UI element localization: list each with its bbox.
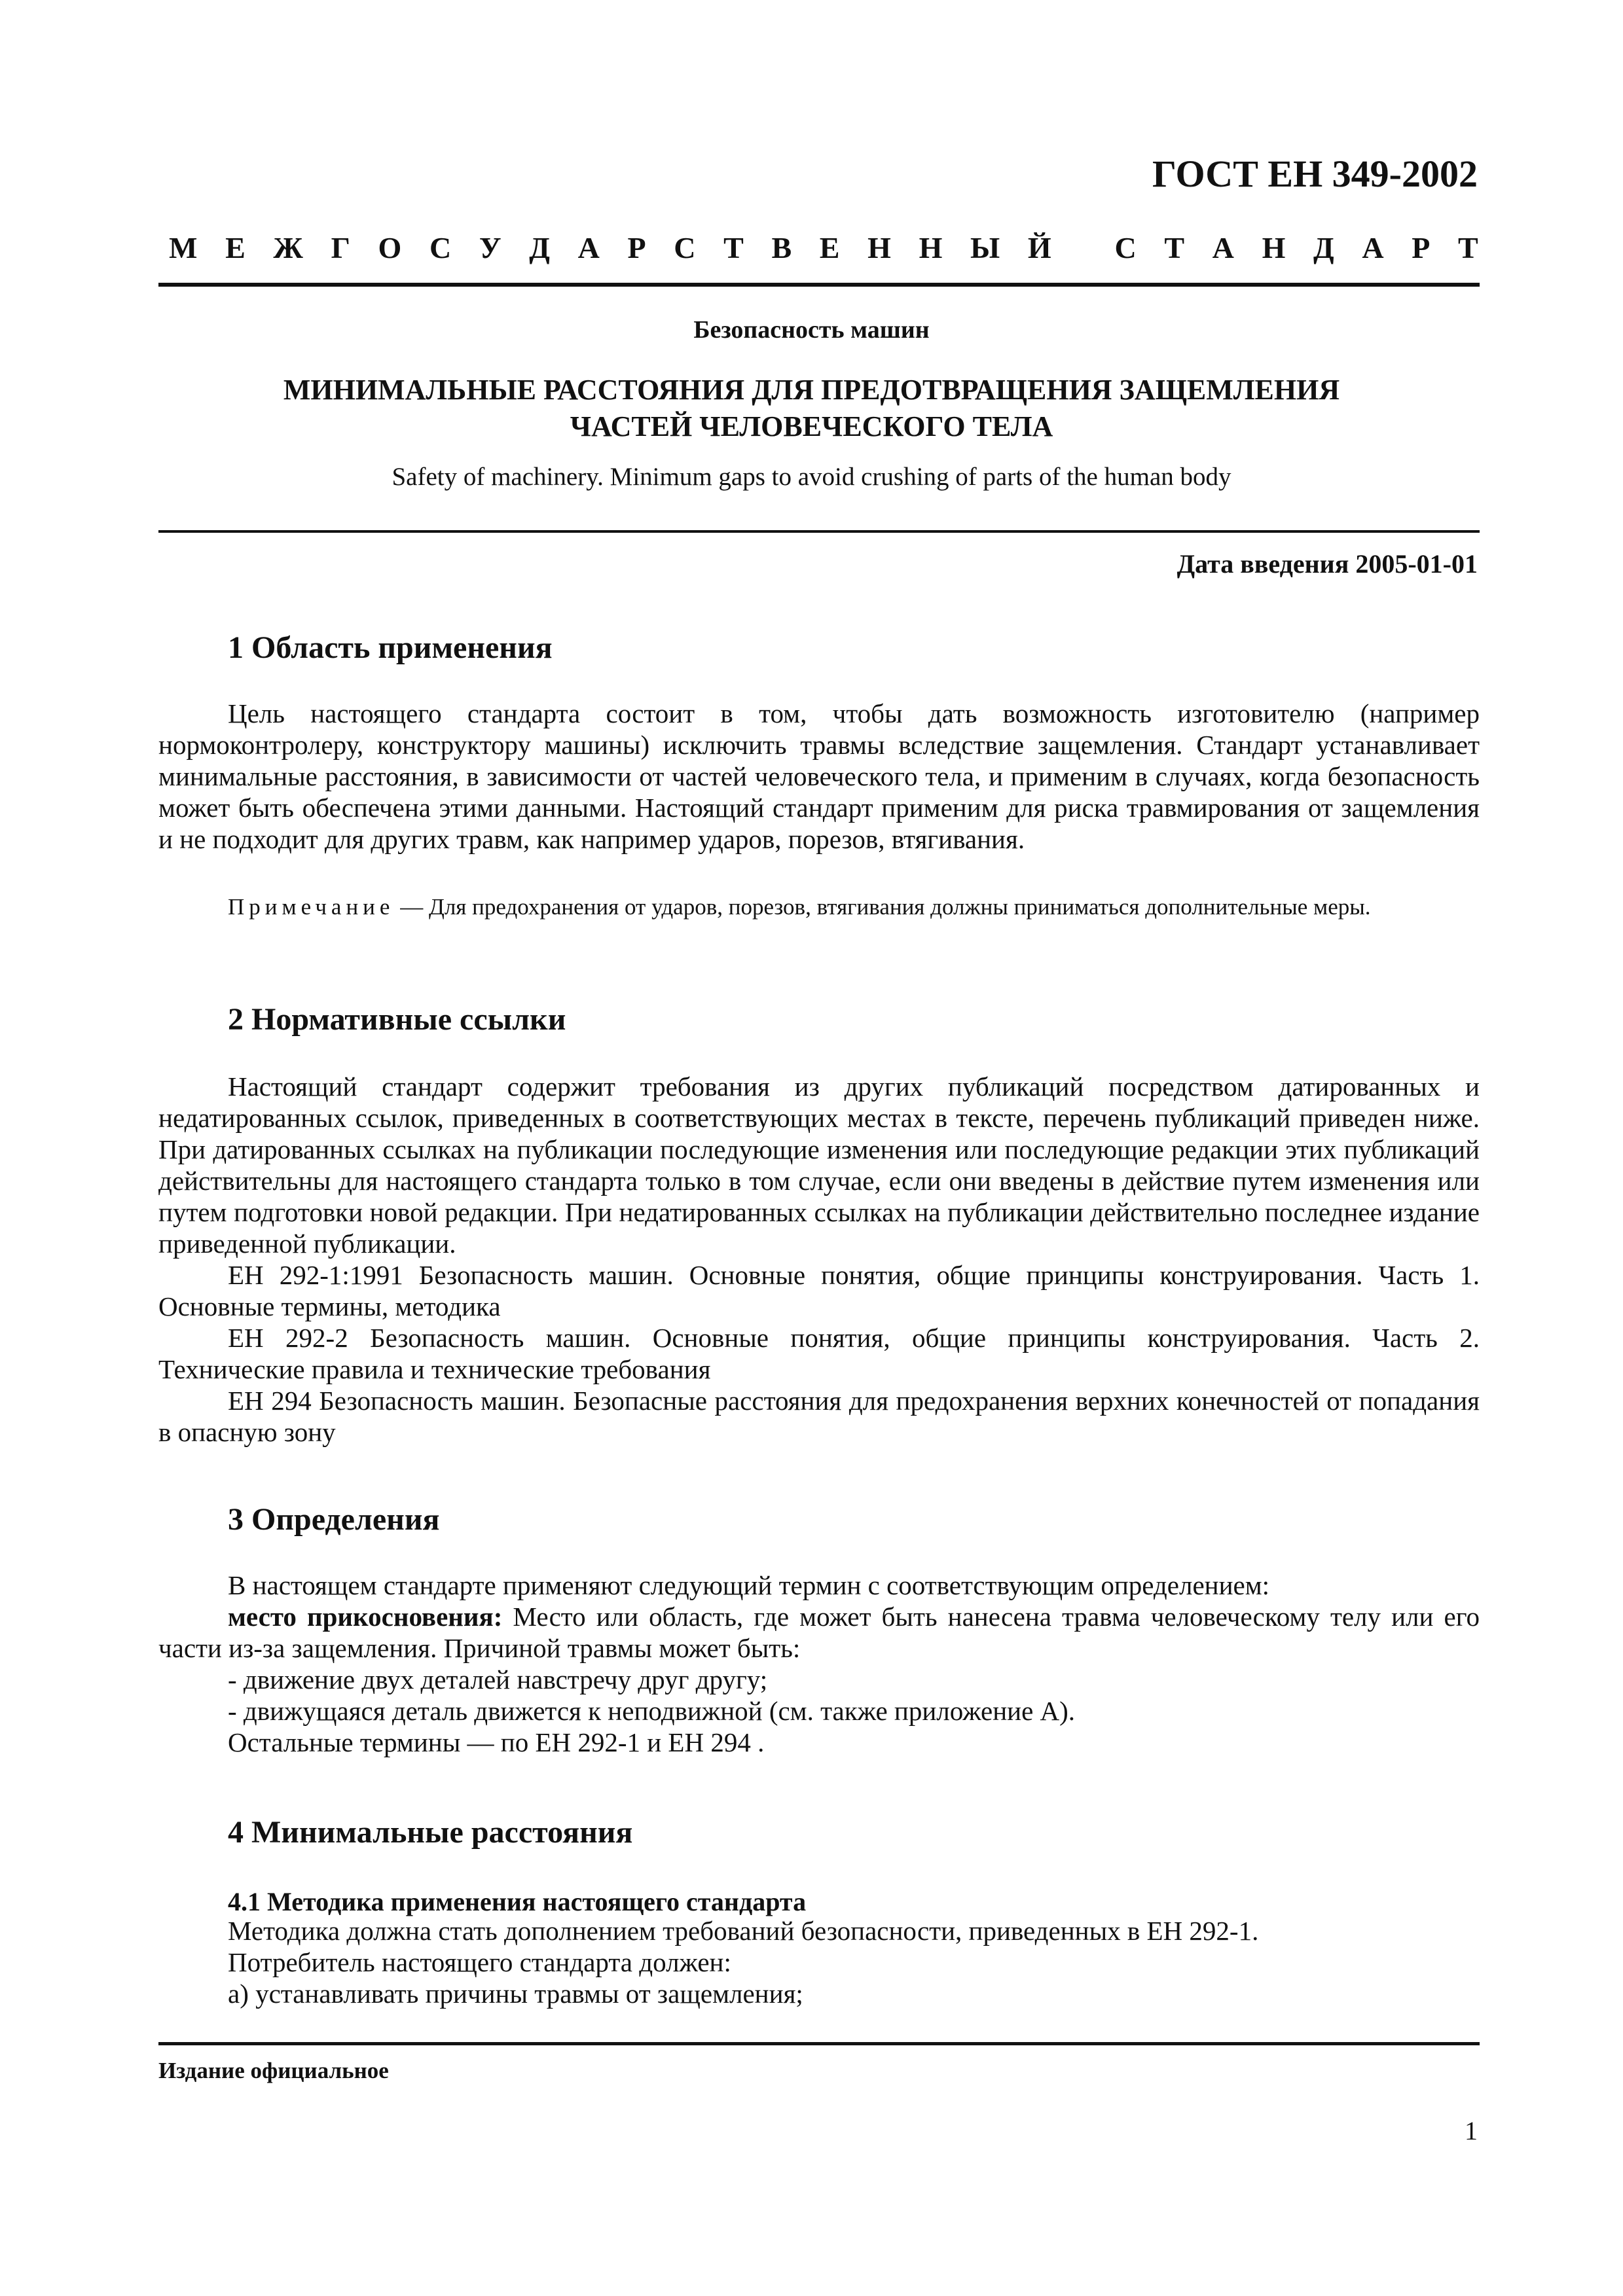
interstate-letter: Д [529,231,550,264]
interstate-letter: А [577,231,600,264]
other-terms-line: Остальные термины — по ЕН 292-1 и ЕН 294 . [228,1727,765,1757]
document-number: ГОСТ ЕН 349-2002 [1152,152,1478,195]
interstate-letter: Н [867,231,891,264]
section-1-heading: 1 Область применения [228,630,553,665]
category-title: Безопасность машин [693,316,930,344]
interstate-letter: Й [1027,231,1051,264]
interstate-letter: С [1114,231,1137,264]
subsection-4-1-heading: 4.1 Методика применения настоящего стандарта [228,1887,807,1916]
interstate-letter: С [674,231,696,264]
document-title [0,372,1623,445]
document-title-line1: МИНИМАЛЬНЫЕ РАССТОЯНИЯ ДЛЯ ПРЕДОТВРАЩЕНИЯ ЗАЩЕМЛЕНИЯ [283,374,1340,406]
reference-en-292-2: ЕН 292-2 Безопасность машин. Основные понятия, общие принципы конструирования. Часть 2. Технические правила и технические требования [158,1323,1480,1384]
interstate-letter: Т [723,231,744,264]
interstate-letter: Е [819,231,840,264]
user-requirement-line: Потребитель настоящего стандарта должен: [228,1947,731,1977]
list-item: - движение двух деталей навстречу друг другу; [228,1664,768,1695]
official-edition-label: Издание официальное [158,2058,389,2083]
note-label: Примечание [228,894,395,920]
interstate-letter: Т [1164,231,1185,264]
section-3-intro: В настоящем стандарте применяют следующий термин с соответствующим определением: [228,1570,1270,1600]
page-number: 1 [1465,2116,1478,2145]
title-rule [158,530,1480,533]
list-item: а) устанавливать причины травмы от защемления; [228,1979,803,2009]
reference-en-294: ЕН 294 Безопасность машин. Безопасные расстояния для предохранения верхних конечностей от попадания в опасную зону [158,1386,1480,1447]
interstate-letter: С [429,231,452,264]
methodology-line: Методика должна стать дополнением требований безопасности, приведенных в ЕН 292-1. [228,1916,1259,1946]
interstate-letter: Д [1313,231,1334,264]
section-2-paragraph: Настоящий стандарт содержит требования из других публикаций посредством датированных и недатированных ссылок, приведенных в соответствующих местах в тексте, перечень публикаций приведен ниже. При датированных ссылках на публикации последующие изменения или последующие редакции этих публикаций действительны для настоящего стандарта только в том случае, если они введены в действие путем изменения или путем подготовки новой редакции. При недатированных ссылках на публикации действительно последнее издание приведенной публикации. [158,1071,1480,1259]
interstate-letter: Г [331,231,350,264]
section-4-heading: 4 Минимальные расстояния [228,1815,633,1850]
note-text: — Для предохранения от ударов, порезов, втягивания должны приниматься дополнительные меры. [394,894,1371,920]
interstate-standard-label [169,230,1478,265]
interstate-letter: М [169,231,198,264]
introduction-date: Дата введения 2005-01-01 [1176,549,1478,579]
section-1-note [158,894,1480,920]
section-2-heading: 2 Нормативные ссылки [228,1002,566,1037]
interstate-letter: Ж [273,231,303,264]
footer-rule [158,2042,1480,2045]
list-item: - движущаяся деталь движется к неподвижной (см. также приложение А). [228,1696,1076,1726]
english-title: Safety of machinery. Minimum gaps to avoid crushing of parts of the human body [392,463,1231,491]
reference-en-292-1: ЕН 292-1:1991 Безопасность машин. Основные понятия, общие принципы конструирования. Часть 1. Основные термины, методика [158,1260,1480,1321]
interstate-letter: А [1362,231,1384,264]
interstate-gap [1079,230,1087,265]
document-title-line2: ЧАСТЕЙ ЧЕЛОВЕЧЕСКОГО ТЕЛА [570,410,1053,442]
interstate-letter: Р [627,231,646,264]
interstate-letter: О [378,231,402,264]
interstate-letter: Ы [970,231,1000,264]
term-name: место прикосновения: [228,1602,503,1632]
header-rule [158,283,1480,287]
interstate-letter: Т [1457,231,1478,264]
interstate-letter: Н [1262,231,1286,264]
section-1-paragraph: Цель настоящего стандарта состоит в том, чтобы дать возможность изготовителю (например нормоконтролеру, конструктору машины) исключить травмы вследствие защемления. Стандарт устанавливает минимальные расстояния, в зависимости от частей человеческого тела, и применим в случаях, когда безопасность может быть обеспечена этими данными. Настоящий стандарт применим для риска травмирования от защемления и не подходит для других травм, как например ударов, порезов, втягивания. [158,698,1480,854]
interstate-letter: У [479,231,501,264]
term-definition [158,1601,1480,1664]
interstate-letter: А [1212,231,1234,264]
interstate-letter: В [771,231,792,264]
interstate-letter: Н [919,231,943,264]
interstate-letter: Р [1412,231,1431,264]
term-text: Место или область, где может быть нанесена травма человеческому телу или его части из-за защемления. Причиной травмы может быть: [158,1602,1480,1663]
section-3-heading: 3 Определения [228,1502,440,1537]
interstate-letter: Е [225,231,246,264]
